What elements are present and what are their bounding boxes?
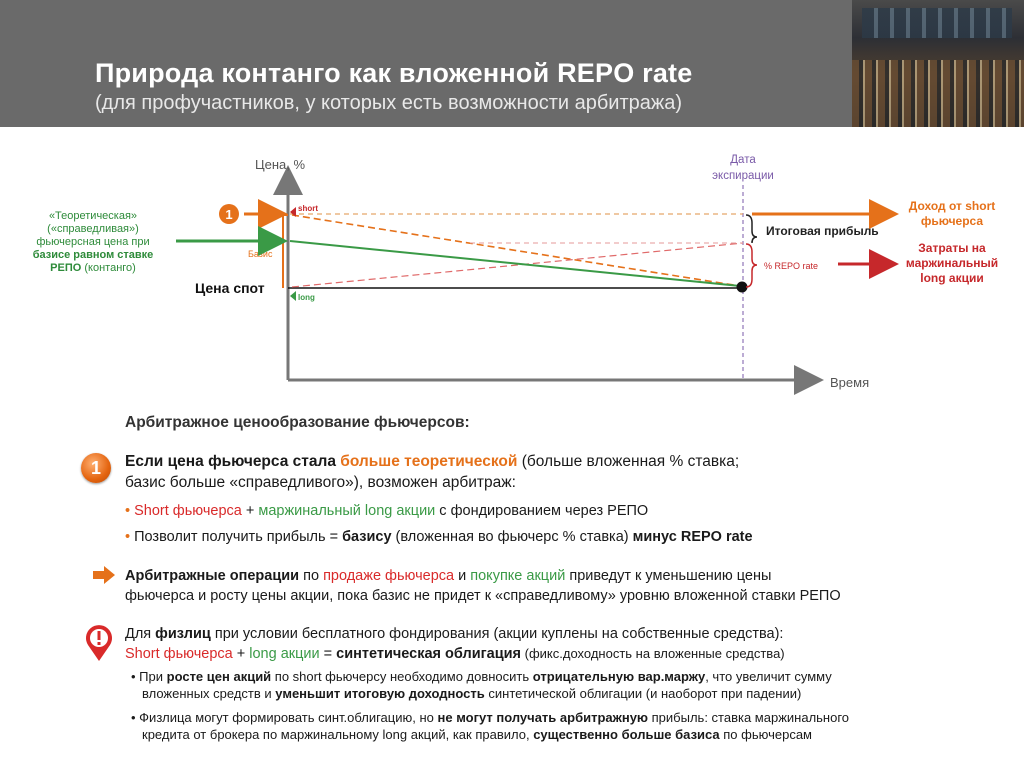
- page-subtitle: (для профучастников, у которых есть возможности арбитража): [95, 92, 683, 114]
- expiry-label-1: Дата: [730, 154, 756, 166]
- bullet-short-long: [125, 503, 648, 519]
- b2-b: базису: [342, 529, 392, 545]
- s1-h: синтетической облигации (и наоборот при падении): [484, 686, 802, 701]
- bullet-profit: [125, 529, 753, 545]
- photo-screens: [862, 8, 1012, 38]
- repo-bracket: [746, 244, 757, 287]
- total-profit-label: Итоговая прибыль: [766, 224, 879, 238]
- theoretical-line-1: «Теоретическая»: [48, 210, 138, 222]
- theoretical-line-5: РЕПО: [50, 262, 82, 274]
- expiry-point: [737, 282, 748, 293]
- basis-label: Базис: [248, 249, 273, 259]
- long-marker-icon: [290, 291, 296, 301]
- bullet-dot: •: [125, 503, 131, 519]
- p1-a: Если цена фьючерса стала: [125, 453, 341, 470]
- b1-d: с фондированием через РЕПО: [435, 503, 649, 519]
- sub-bullet-1: • При росте цен акций по short фьючерсу необходимо довносить отрицательную вар.маржу, что увеличит сумму вложенных средств и уменьшит итоговую доходность синтетической облигации (и наоборот при падении): [131, 669, 832, 701]
- futures-convergence-line: [292, 215, 740, 286]
- short-income-label-2: фьючерса: [920, 214, 984, 228]
- theoretical-line-4: базисе равном ставке: [32, 249, 154, 261]
- y-axis-label: Цена, %: [255, 157, 306, 172]
- s1-d: отрицательную вар.маржу: [532, 669, 706, 684]
- arb-c: продаже фьючерса: [323, 568, 455, 584]
- s1-a: При: [139, 669, 167, 684]
- arb-d: и: [454, 568, 471, 584]
- arb-b: по: [299, 568, 324, 584]
- page-title: Природа контанго как вложенной REPO rate: [95, 58, 693, 88]
- theoretical-line-6: (контанго): [84, 262, 136, 274]
- s1-f: вложенных средств и: [142, 686, 276, 701]
- s1-e: , что увеличит сумму: [705, 669, 832, 684]
- s2-b: не могут получать арбитражную: [437, 710, 649, 725]
- s2-c: прибыль: ставка маржинального: [648, 710, 850, 725]
- p1-d: базис больше «справедливого»), возможен арбитраж:: [125, 474, 516, 491]
- s2-a: Физлица могут формировать синт.облигацию, но: [139, 710, 438, 725]
- arb-g: фьючерса и росту цены акции, пока базис не придет к «справедливому» уровню вложенной ставки РЕПО: [125, 588, 841, 604]
- short-label: short: [298, 204, 318, 213]
- theoretical-line-2: («справедливая»): [47, 223, 139, 235]
- short-income-label-1: Доход от short: [908, 199, 996, 213]
- x-axis-label: Время: [830, 375, 870, 390]
- arbitrage-paragraph: [125, 566, 841, 606]
- marker-one-label: 1: [225, 207, 233, 222]
- repo-rate-label: % REPO rate: [764, 261, 819, 271]
- s2-d: кредита от брокера по маржинальному long акций, как правило,: [142, 727, 534, 742]
- bullet-dot: •: [125, 529, 131, 545]
- expiry-label-2: экспирации: [712, 170, 774, 182]
- ind2-f: (фикс.доходность на вложенные средства): [521, 646, 785, 661]
- theoretical-price-label: [18, 210, 168, 275]
- arb-e: покупке акций: [470, 568, 566, 584]
- section-title: Арбитражное ценообразование фьючерсов:: [125, 414, 470, 431]
- profit-bracket: [746, 215, 757, 243]
- arb-a: Арбитражные операции: [125, 568, 300, 584]
- arrow-right-icon: [93, 566, 115, 584]
- spot-label: Цена спот: [195, 280, 265, 296]
- ind-a: Для: [125, 626, 156, 642]
- arb-f: приведут к уменьшению цены: [565, 568, 772, 584]
- b1-b: +: [241, 503, 259, 519]
- ind2-d: =: [319, 646, 337, 662]
- ind2-a: Short фьючерса: [125, 646, 233, 662]
- warning-pin-icon: [84, 624, 114, 662]
- b1-c: маржинальный long акции: [258, 503, 436, 519]
- ind-c: при условии бесплатного фондирования (акции куплены на собственные средства):: [210, 626, 784, 642]
- costs-label-2: маржинальный: [905, 256, 999, 270]
- individuals-paragraph: [125, 624, 785, 664]
- photo-traders: [852, 60, 1024, 127]
- stock-exchange-photo: [852, 0, 1024, 127]
- ind2-e: синтетическая облигация: [336, 646, 522, 662]
- b2-d: минус REPO rate: [632, 529, 753, 545]
- s1-g: уменьшит итоговую доходность: [275, 686, 485, 701]
- condition-paragraph: [125, 451, 739, 493]
- header-bar: [0, 0, 1024, 127]
- s1-b: росте цен акций: [166, 669, 272, 684]
- p1-b: больше теоретической: [340, 453, 518, 470]
- number-one-badge: 1: [81, 453, 111, 483]
- long-label: long: [298, 293, 315, 302]
- s1-c: по short фьючерсу необходимо довносить: [271, 669, 533, 684]
- sub-bullet-2: • Физлица могут формировать синт.облигацию, но не могут получать арбитражную прибыль: ставка маржинального кредита от брокера по маржинальному long акций, как правило, существенно больше базиса по фьючерсам: [131, 710, 850, 742]
- costs-label-3: long акции: [920, 271, 984, 285]
- b1-a: Short фьючерса: [134, 503, 242, 519]
- theoretical-futures-line: [290, 241, 740, 286]
- ind-b: физлиц: [155, 626, 211, 642]
- b2-c: (вложенная во фьючерс % ставка): [391, 529, 633, 545]
- theoretical-line-3: фьючерсная цена при: [36, 236, 150, 248]
- costs-label-1: Затраты на: [918, 241, 986, 255]
- s2-f: по фьючерсам: [719, 727, 812, 742]
- p1-c: (больше вложенная % ставка;: [517, 453, 740, 470]
- s2-e: существенно больше базиса: [533, 727, 720, 742]
- ind2-c: long акции: [249, 646, 320, 662]
- b2-a: Позволит получить прибыль =: [134, 529, 343, 545]
- ind2-b: +: [232, 646, 250, 662]
